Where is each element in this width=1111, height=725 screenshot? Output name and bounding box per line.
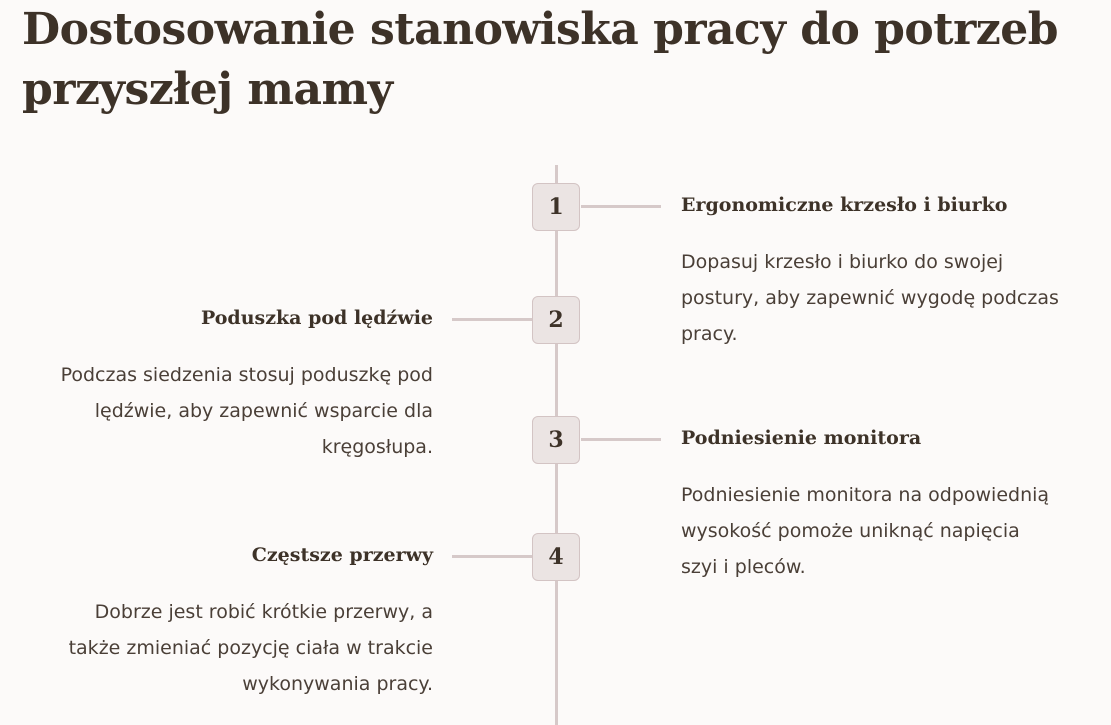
step-number-badge: 4 xyxy=(532,533,580,581)
page-title: Dostosowanie stanowiska pracy do potrzeb przyszłej mamy xyxy=(22,4,1059,115)
step-title: Poduszka pod lędźwie xyxy=(200,307,433,329)
step-title: Częstsze przerwy xyxy=(251,544,433,566)
step-number-badge: 2 xyxy=(532,296,580,344)
step-description: Podczas siedzenia stosuj poduszkę pod lędźwie, aby zapewnić wsparcie dla kręgosłupa. xyxy=(60,364,433,458)
step-description: Dopasuj krzesło i biurko do swojej postury, aby zapewnić wygodę podczas pracy. xyxy=(681,251,1059,345)
step-connector xyxy=(581,205,661,208)
step-title: Podniesienie monitora xyxy=(681,427,922,449)
step-connector xyxy=(452,555,532,558)
step-title: Ergonomiczne krzesło i biurko xyxy=(681,194,1008,216)
step-description: Podniesienie monitora na odpowiednią wysokość pomoże uniknąć napięcia szyi i pleców. xyxy=(681,484,1050,578)
step-number-badge: 3 xyxy=(532,416,580,464)
step-connector xyxy=(452,318,532,321)
step-description: Dobrze jest robić krótkie przerwy, a także zmieniać pozycję ciała w trakcie wykonywania pracy. xyxy=(68,601,433,695)
step-connector xyxy=(581,438,661,441)
step-number-badge: 1 xyxy=(532,183,580,231)
